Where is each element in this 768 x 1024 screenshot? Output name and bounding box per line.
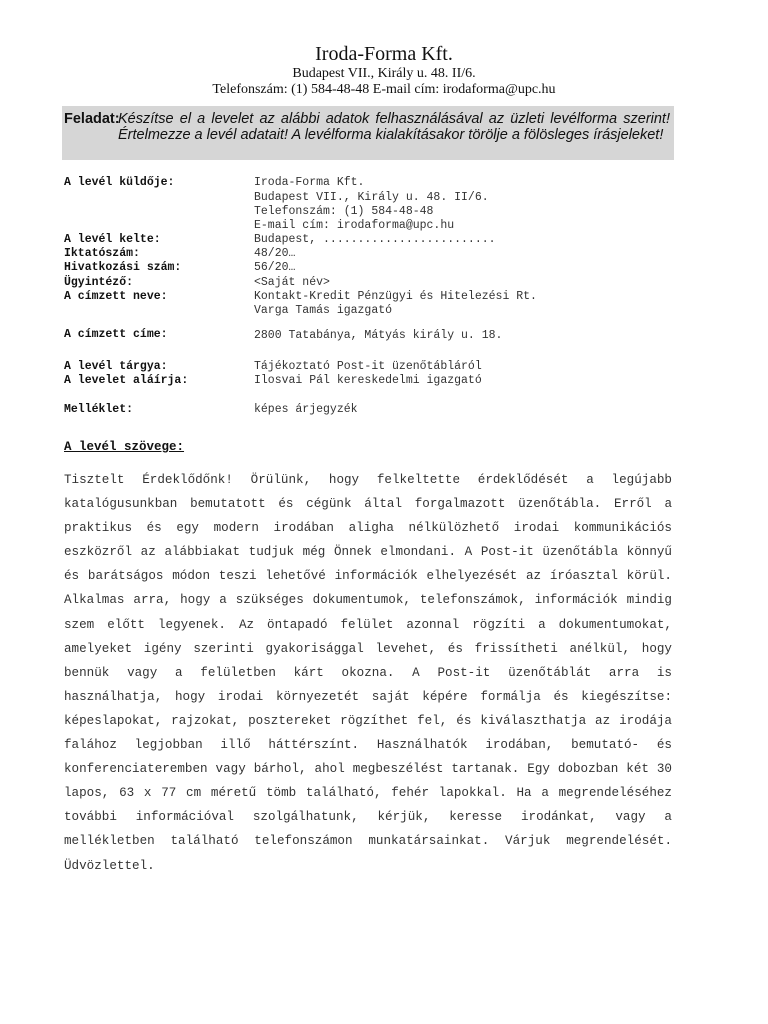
recipient-line: Varga Tamás igazgató (254, 304, 393, 317)
recipient-address-label: A címzett címe: (64, 328, 168, 341)
recipient-line: Kontakt-Kredit Pénzügyi és Hitelezési Rt. (254, 290, 537, 303)
letter-body-text: Tisztelt Érdeklődőnk! Örülünk, hogy felkeltette érdeklődését a legújabb katalógusunkban bemutatott és cégünk által forgalmazott üzenőtábla. Erről a praktikus és egy modern irodában aligha nélkülözhető irodai kommunikációs eszközről az alábbiakat tudjuk még Önnek elmondani. A Post-it üzenőtábla könnyű és barátságos módon teszi lehetővé információk elhelyezését az íróasztal körül. Alkalmas arra, hogy a szükséges dokumentumok, telefonszámok, információk mindig szem előtt legyenek. Az öntapadó felület azonnal rögzíti a dokumentumokat, amelyeket igény szerinti gyakorisággal levehet, és frissítheti anélkül, hogy bennük vagy a felületben kárt okozna. A Post-it üzenőtáblát arra is használhatja, hogy irodai környezetét saját képére formálja és kiegészítse: képeslapokat, rajzokat, posztereket rögzíthet fel, és kiválaszthatja az irodája falához legjobban illő háttérszínt. Használhatók irodában, bemutató- és konferenciateremben vagy bárhol, ahol megbeszélést tartanak. Egy dobozban két 30 lapos, 63 x 77 cm méretű tömb található, fehér lapokkal. Ha a megrendeléséhez további információval szolgálhatunk, kérjük, keresse irodánkat, vagy a mellékletben található telefonszámon munkatársainkat. Várjuk megrendelését. Üdvözlettel. (64, 473, 672, 873)
administrator-value: <Saját név> (254, 276, 330, 289)
reference-value: 56/20… (254, 261, 296, 274)
recipient-address-value: 2800 Tatabánya, Mátyás király u. 18. (254, 329, 503, 342)
task-box (62, 106, 674, 160)
company-address: Budapest VII., Király u. 48. II/6. (292, 66, 476, 81)
task-label: Feladat: (64, 111, 120, 127)
task-text: Készítse el a levelet az alábbi adatok felhasználásával az üzleti levélforma szerint! Értelmezze a levél adatait! A levélforma kialakításakor törölje a fölösleges írásjeleket! (118, 111, 670, 143)
letter-body-title: A levél szövege: (64, 440, 185, 454)
company-name: Iroda-Forma Kft. (315, 43, 453, 65)
date-value: Budapest, ......................... (254, 233, 496, 246)
signer-value: Ilosvai Pál kereskedelmi igazgató (254, 374, 482, 387)
sender-label: A levél küldője: (64, 176, 175, 189)
reference-label: Hivatkozási szám: (64, 261, 182, 274)
administrator-label: Ügyintéző: (64, 276, 134, 289)
subject-value: Tájékoztató Post-it üzenőtábláról (254, 360, 482, 373)
sender-line: E-mail cím: irodaforma@upc.hu (254, 219, 455, 232)
subject-label: A levél tárgya: (64, 360, 168, 373)
attachment-value: képes árjegyzék (254, 403, 358, 416)
registration-label: Iktatószám: (64, 247, 140, 260)
date-label: A levél kelte: (64, 233, 161, 246)
sender-line: Telefonszám: (1) 584-48-48 (254, 205, 434, 218)
recipient-label: A címzett neve: (64, 290, 168, 303)
sender-line: Budapest VII., Király u. 48. II/6. (254, 191, 489, 204)
letterhead (0, 42, 768, 98)
signer-label: A levelet aláírja: (64, 374, 189, 387)
sender-line: Iroda-Forma Kft. (254, 176, 365, 189)
company-contact: Telefonszám: (1) 584-48-48 E-mail cím: irodaforma@upc.hu (212, 82, 556, 97)
registration-value: 48/20… (254, 247, 296, 260)
attachment-label: Melléklet: (64, 403, 134, 416)
